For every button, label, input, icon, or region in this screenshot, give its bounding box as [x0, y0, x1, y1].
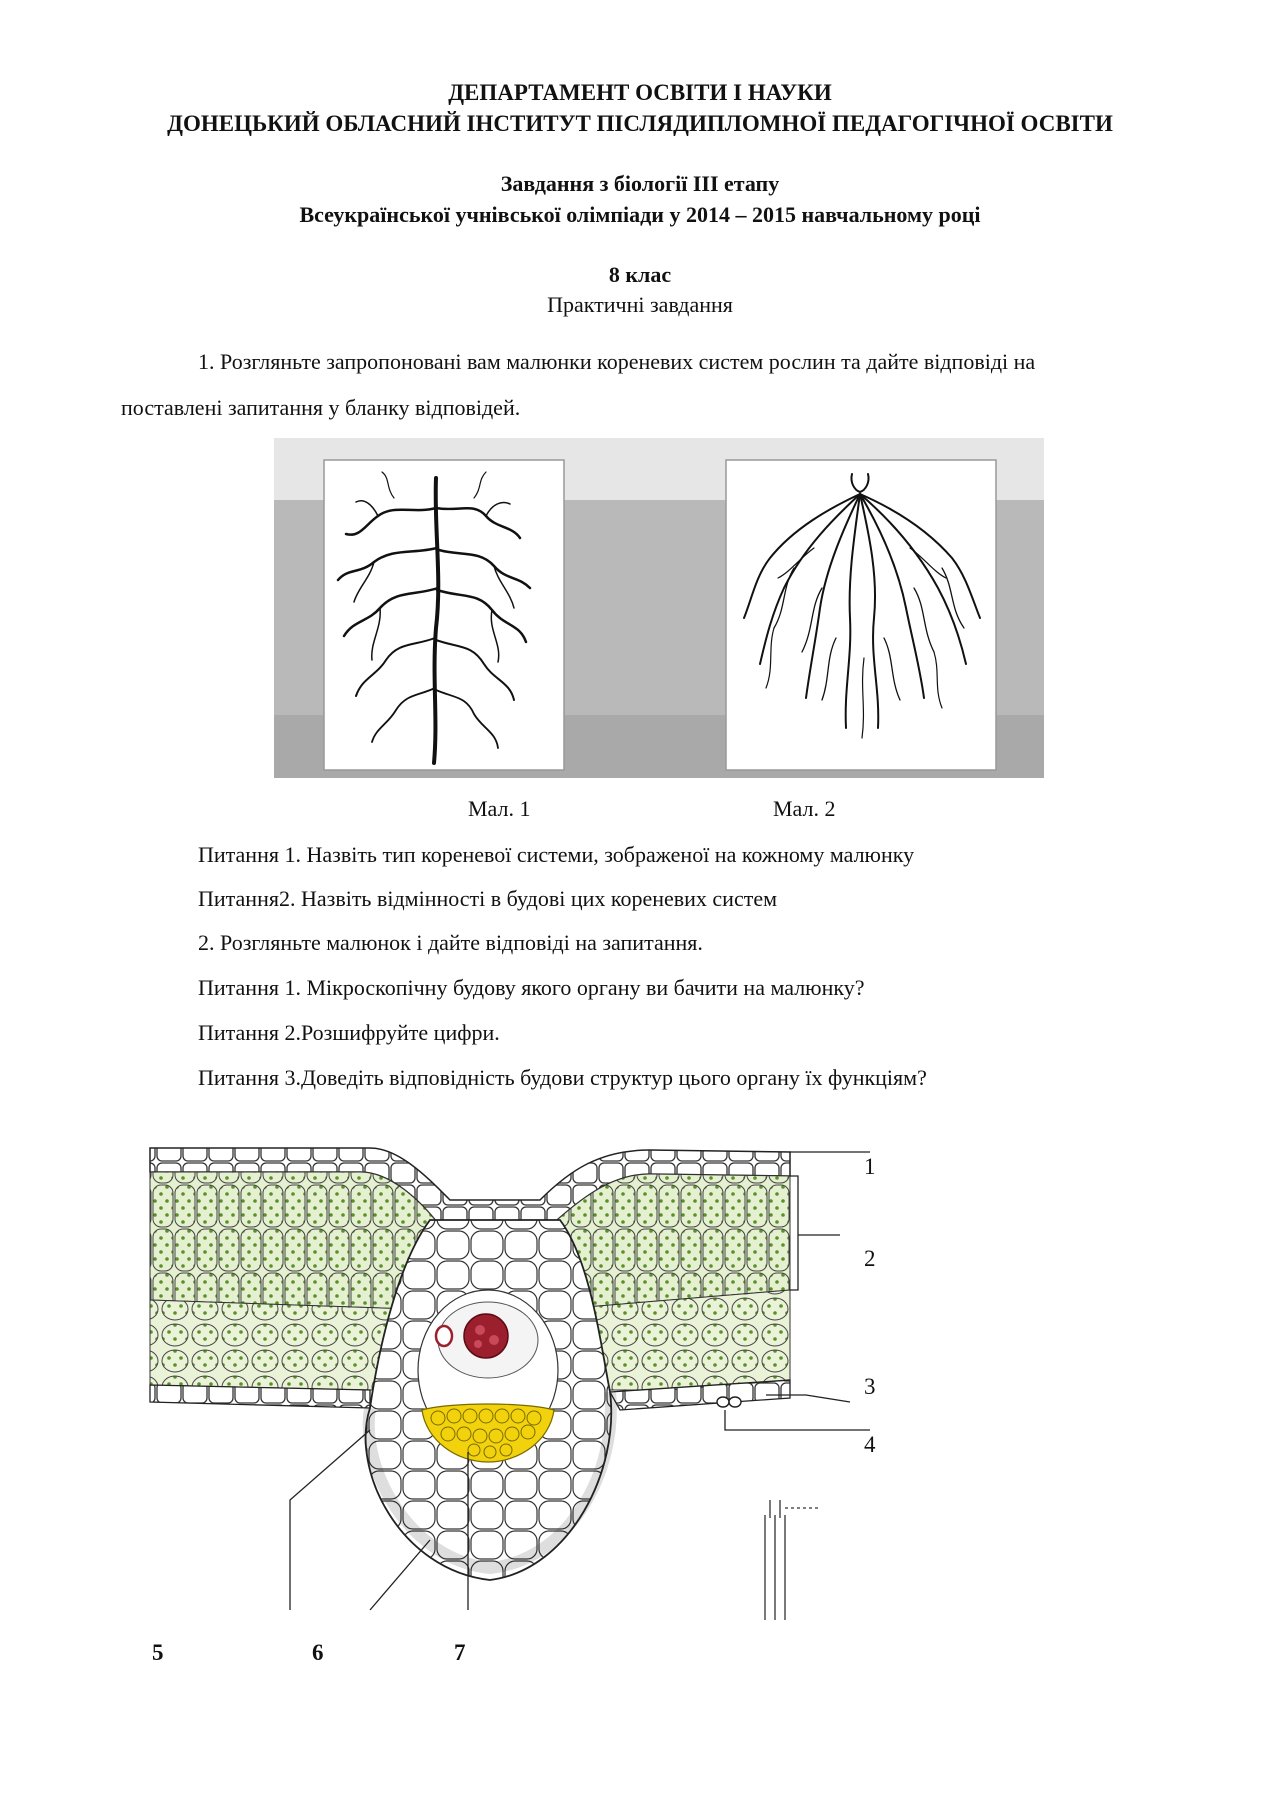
taproot-panel — [324, 460, 564, 770]
label-3: 3 — [864, 1374, 876, 1399]
root-systems-figure — [274, 438, 1044, 778]
figure1-caption: Мал. 1 — [468, 796, 531, 821]
title-line-1: Завдання з біології ІІІ етапу — [500, 171, 780, 196]
task2-question1: Питання 1. Мікроскопічну будову якого органу ви бачити на малюнку? — [198, 975, 865, 1000]
task1-question2: Питання2. Назвіть відмінності в будові цих кореневих систем — [198, 886, 778, 911]
label-6: 6 — [312, 1640, 324, 1665]
fibrous-root-panel — [726, 460, 996, 770]
header-line-1: ДЕПАРТАМЕНТ ОСВІТИ І НАУКИ — [448, 80, 832, 105]
task2-question3: Питання 3.Доведіть відповідність будови структур цього органу їх функціям? — [198, 1065, 927, 1090]
label-4: 4 — [864, 1432, 876, 1457]
label-7: 7 — [454, 1640, 466, 1665]
xylem-red-cluster — [464, 1314, 508, 1358]
figure2-caption: Мал. 2 — [773, 796, 836, 821]
task1-text-line1: 1. Розгляньте запропоновані вам малюнки кореневих систем рослин та дайте відповіді на — [198, 349, 1036, 374]
header-line-2: ДОНЕЦЬКИЙ ОБЛАСНИЙ ІНСТИТУТ ПІСЛЯДИПЛОМНОЇ ПЕДАГОГІЧНОЇ ОСВІТИ — [167, 111, 1113, 136]
label-5: 5 — [152, 1640, 164, 1665]
title-line-2: Всеукраїнської учнівської олімпіади у 2014 – 2015 навчальному році — [299, 202, 981, 227]
stoma-detail-inset — [765, 1500, 820, 1620]
label-1: 1 — [864, 1154, 876, 1179]
leaf-cross-section-diagram — [130, 1140, 890, 1640]
task2-question2: Питання 2.Розшифруйте цифри. — [198, 1020, 500, 1045]
label-2: 2 — [864, 1246, 876, 1271]
grade-label: 8 клас — [608, 262, 672, 287]
task1-question1: Питання 1. Назвіть тип кореневої системи, зображеної на кожному малюнку — [198, 842, 915, 867]
task1-text-line2: поставлені запитання у бланку відповідей. — [121, 395, 521, 420]
section-title: Практичні завдання — [547, 292, 733, 317]
task2-text: 2. Розгляньте малюнок і дайте відповіді на запитання. — [198, 930, 703, 955]
